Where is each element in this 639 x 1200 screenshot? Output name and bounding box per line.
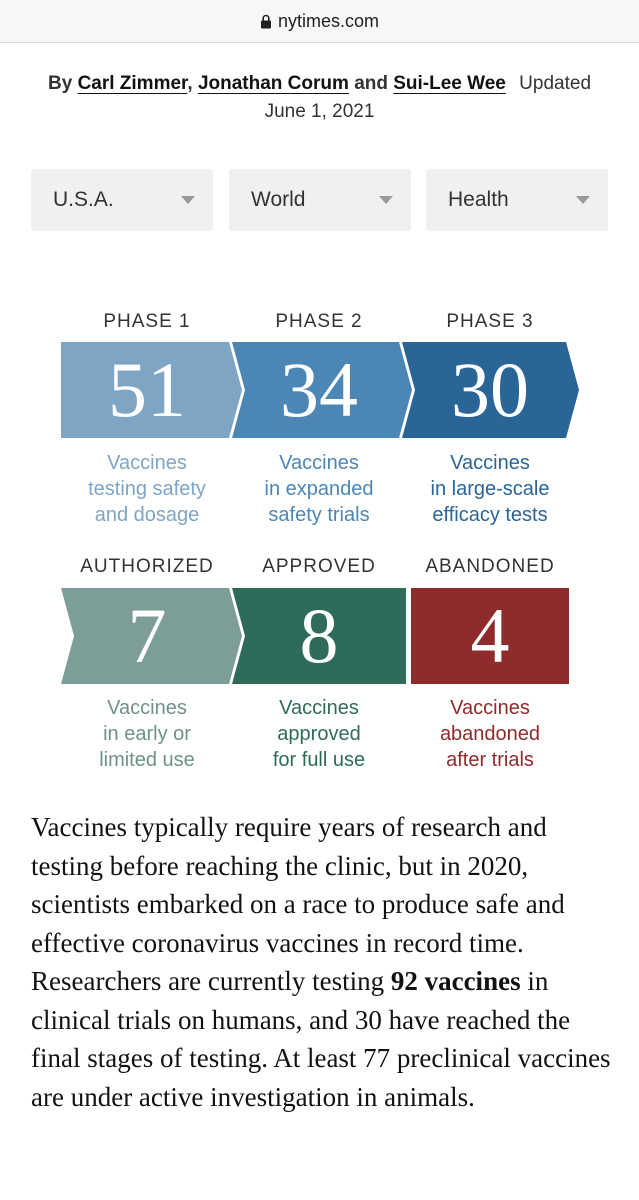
stage-label-phase-3: PHASE 3	[446, 311, 534, 332]
byline-prefix: By	[47, 73, 73, 94]
phase-1-count: 51	[108, 346, 186, 433]
phase-1-desc-line-2: testing safety	[88, 478, 206, 500]
url-domain: nytimes.com	[277, 10, 380, 31]
select-country-label: U.S.A.	[53, 188, 114, 211]
phase-3-count: 30	[451, 346, 529, 433]
byline-separator: ,	[187, 73, 193, 94]
article-paragraph	[31, 808, 611, 1116]
phase-2-desc-line-1: Vaccines	[279, 452, 359, 474]
authorized-desc-line-3: limited use	[99, 749, 195, 771]
chevron-down-icon	[379, 196, 393, 204]
author-link-wee[interactable]: Sui-Lee Wee	[393, 73, 506, 94]
lock-icon	[260, 14, 272, 29]
article-text-highlight: 92 vaccines	[390, 966, 521, 996]
phase-2-desc-line-2: in expanded	[264, 478, 374, 500]
updated-label: Updated	[519, 73, 592, 94]
approved-count: 8	[299, 592, 339, 679]
abandoned-desc-line-1: Vaccines	[450, 697, 530, 719]
chevron-down-icon	[181, 196, 195, 204]
abandoned-desc-line-2: abandoned	[439, 723, 541, 745]
stage-label-phase-2: PHASE 2	[275, 311, 363, 332]
approved-description	[234, 695, 404, 773]
phase-3-desc-line-1: Vaccines	[450, 452, 530, 474]
approved-desc-line-2: approved	[277, 723, 361, 745]
abandoned-count: 4	[470, 592, 510, 679]
authorized-count: 7	[127, 592, 167, 679]
select-country[interactable]	[31, 169, 213, 231]
select-region-label: World	[251, 188, 306, 211]
updated-date: June 1, 2021	[264, 101, 375, 122]
article-text-tail: in clinical trials on humans, and 30 have reached the final stages of testing. At least 77 preclinical vaccines are under active investigation in animals.	[31, 966, 611, 1112]
select-region[interactable]	[229, 169, 411, 231]
phase-2-description	[234, 450, 404, 528]
phase-3-description	[405, 450, 575, 528]
abandoned-description	[405, 695, 575, 773]
phase-1-description	[62, 450, 232, 528]
approved-desc-line-1: Vaccines	[279, 697, 359, 719]
stage-label-phase-1: PHASE 1	[103, 311, 191, 332]
chevron-down-icon	[576, 196, 590, 204]
author-link-corum[interactable]: Jonathan Corum	[197, 73, 349, 94]
select-section-label: Health	[448, 188, 509, 211]
abandoned-desc-line-3: after trials	[446, 749, 534, 771]
authorized-desc-line-1: Vaccines	[107, 697, 187, 719]
article-text-lead: Vaccines typically require years of research and testing before reaching the clinic, but in 2020, scientists embarked on a race to produce safe and effective coronavirus vaccines in record time. Researchers are currently testing	[31, 812, 565, 996]
phase-1-desc-line-1: Vaccines	[107, 452, 187, 474]
stage-label-abandoned: ABANDONED	[425, 556, 555, 577]
stage-label-authorized: AUTHORIZED	[80, 556, 214, 577]
approved-desc-line-3: for full use	[272, 749, 366, 771]
select-section[interactable]	[426, 169, 608, 231]
phase-3-desc-line-3: efficacy tests	[432, 504, 548, 526]
stage-label-approved: APPROVED	[262, 556, 376, 577]
authorized-desc-line-2: in early or	[103, 723, 191, 745]
address-bar[interactable]	[0, 0, 639, 43]
phase-2-count: 34	[280, 346, 358, 433]
phase-3-desc-line-2: in large-scale	[430, 478, 550, 500]
authorized-description	[62, 695, 232, 773]
phase-2-desc-line-3: safety trials	[268, 504, 370, 526]
phase-1-desc-line-3: and dosage	[94, 504, 200, 526]
byline-and: and	[354, 73, 388, 94]
byline	[20, 70, 619, 126]
author-link-zimmer[interactable]: Carl Zimmer	[77, 73, 188, 94]
